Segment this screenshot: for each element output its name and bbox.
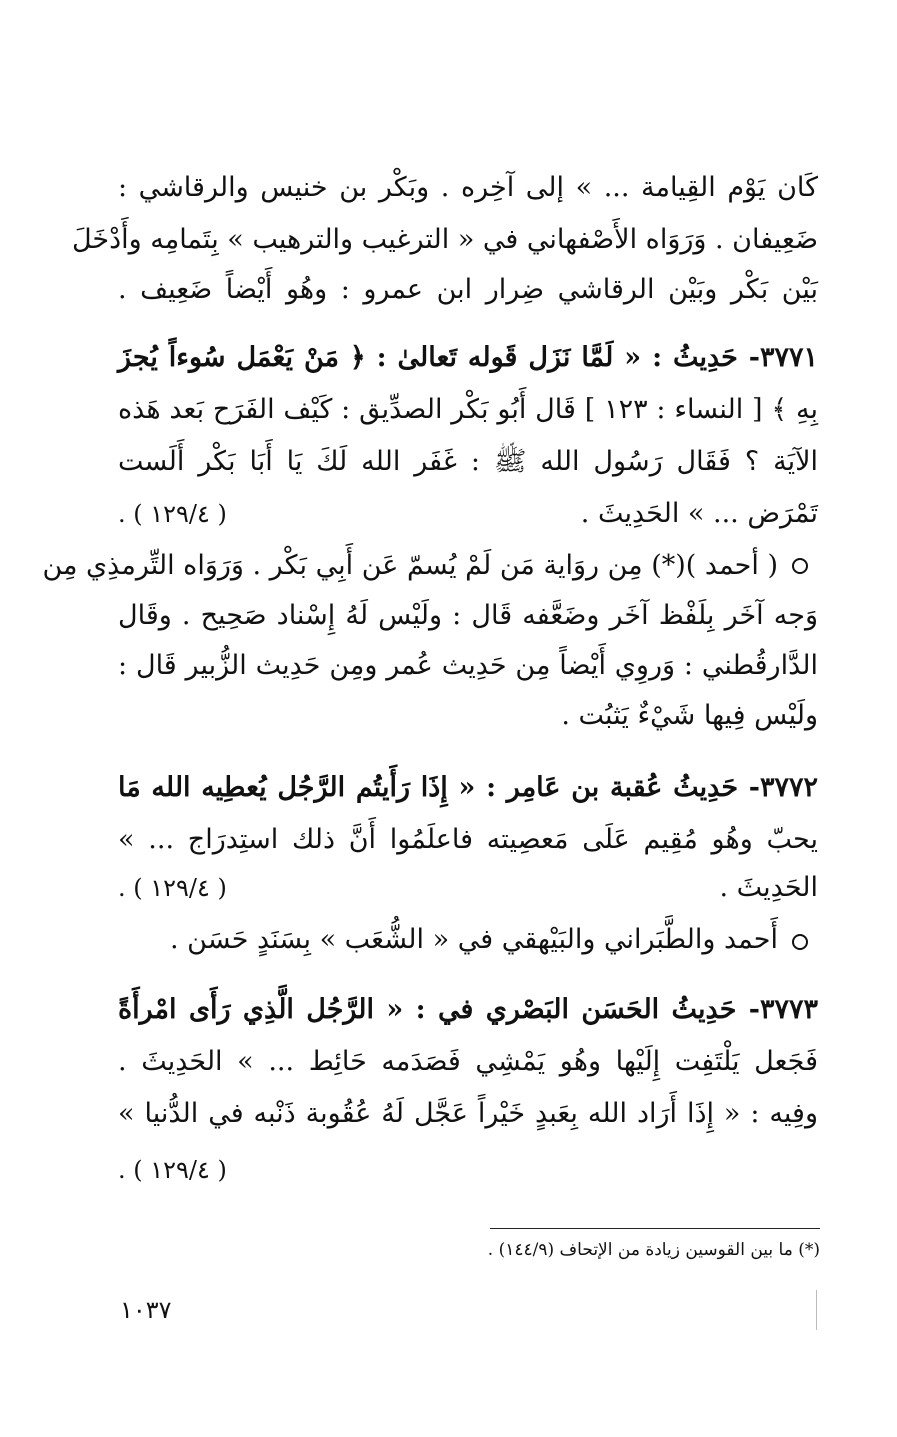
intro-line-3: بَيْن بَكْر وبَيْن الرقاشي ضِرار ابن عمرو : وهُو أَيْضاً ضَعِيف . <box>118 274 818 305</box>
hadith-3771-line-3: الآيَة ؟ فَقَال رَسُول الله ﷺ : غَفَر الله لَكَ يَا أَبَا بَكْر أَلَست <box>118 446 818 477</box>
takhrij-3771-line-2: وَجه آخَر بِلَفْظ آخَر وضَعَّفه قَال : ولَيْس لَهُ إِسْناد صَحِيح . وقَال <box>118 600 818 631</box>
intro-line-2: ضَعِيفان . وَرَوَاه الأَصْفهاني في « الترغيب والترهيب » بِتَمامِه وأَدْخَلَ <box>71 224 818 255</box>
takhrij-3772: أَحمد والطَّبَراني والبَيْهقي في « الشُّعَب » بِسَنَدٍ حَسَن . <box>169 924 778 955</box>
hadith-3771-reference: ( ١٢٩/٤ ) . <box>118 500 227 528</box>
takhrij-bullet-icon <box>792 934 808 950</box>
takhrij-3771-line-4: ولَيْس فِيها شَيْءٌ يَثبُت . <box>561 700 818 731</box>
hadith-3771-line-1: ٣٧٧١- حَدِيثُ : « لَمَّا نَزَل قَوله تَعالىٰ : ﴿ مَنْ يَعْمَل سُوءاً يُجزَ <box>118 342 818 373</box>
takhrij-bullet-icon <box>792 558 808 574</box>
footnote-divider <box>490 1228 820 1229</box>
footnote: (*) ما بين القوسين زيادة من الإتحاف (١٤٤/٩) . <box>487 1240 820 1260</box>
takhrij-3771-line-1: ( أحمد )(*) مِن روَاية مَن لَمْ يُسمّ عَن أَبِي بَكْر . وَرَوَاه التِّرمذِي مِن <box>42 550 778 581</box>
hadith-3773-line-1: ٣٧٧٣- حَدِيثُ الحَسَن البَصْري في : « الرَّجُل الَّذِي رَأَى امْرأَةً <box>118 994 818 1025</box>
intro-line-1: كَان يَوْم القِيامة ... » إلى آخِره . وبَكْر بن خنيس والرقاشي : <box>118 172 818 203</box>
hadith-3773-line-3: وفِيه : « إِذَا أَرَاد الله بِعَبدٍ خَيْراً عَجَّل لَهُ عُقُوبة ذَنْبه في الدُّنيا » <box>118 1098 818 1129</box>
hadith-3772-line-1: ٣٧٧٢- حَدِيثُ عُقبة بن عَامِر : « إِذَا رَأَيتُم الرَّجُل يُعطِيه الله مَا <box>118 772 818 803</box>
hadith-3772-reference: ( ١٢٩/٤ ) . <box>118 874 227 902</box>
hadith-3773-line-2: فَجَعل يَلْتَفِت إِلَيْها وهُو يَمْشِي فَصَدَمه حَائِط ... » الحَدِيثَ . <box>118 1046 818 1077</box>
takhrij-3771-line-3: الدَّارقُطني : وَروِي أَيْضاً مِن حَدِيث عُمر ومِن حَدِيث الزُّبير قَال : <box>118 650 818 681</box>
page-number: ١٠٣٧ <box>120 1296 172 1324</box>
hadith-3772-line-2: يحبّ وهُو مُقِيم عَلَى مَعصِيته فاعلَمُوا أَنَّ ذلك استِدرَاج ... » <box>118 824 818 855</box>
hadith-3771-line-2: بِهِ ﴾ [ النساء : ١٢٣ ] قَال أَبُو بَكْر الصدِّيق : كَيْف الفَرَح بَعد هَذه <box>118 394 818 425</box>
margin-mark <box>816 1290 817 1330</box>
hadith-3772-last-line: الحَدِيثَ . <box>719 872 818 903</box>
hadith-3771-last-line: تَمْرَض ... » الحَدِيثَ . <box>580 498 818 529</box>
hadith-3773-reference: ( ١٢٩/٤ ) . <box>118 1156 227 1184</box>
